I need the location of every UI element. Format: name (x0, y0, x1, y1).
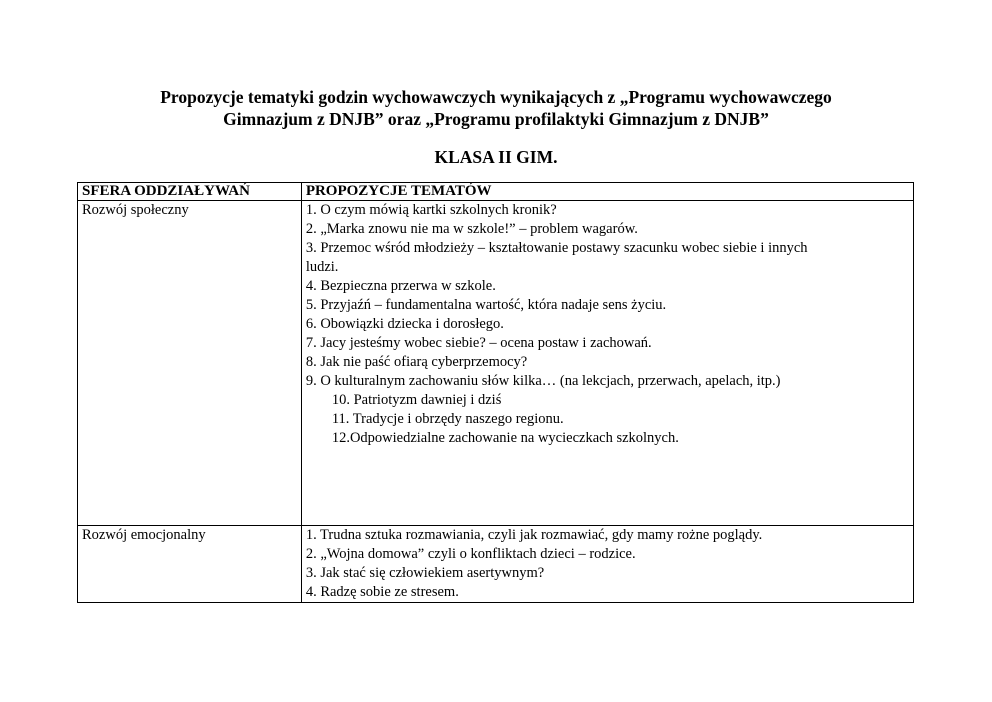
table-row (78, 526, 914, 603)
list-item: 6. Obowiązki dziecka i dorosłego. (305, 316, 504, 332)
list-item: 1. O czym mówią kartki szkolnych kronik? (305, 202, 557, 218)
topics-list (306, 201, 909, 448)
list-item: 7. Jacy jesteśmy wobec siebie? – ocena postaw i zachowań. (305, 335, 652, 351)
list-item: 10. Patriotyzm dawniej i dziś (331, 392, 502, 408)
list-item: 1. Trudna sztuka rozmawiania, czyli jak rozmawiać, gdy mamy rożne poglądy. (305, 527, 763, 543)
list-item: 3. Jak stać się człowiekiem asertywnym? (305, 565, 545, 581)
document-title-line-2: Gimnazjum z DNJB” oraz „Programu profilaktyki Gimnazjum z DNJB” (223, 109, 769, 129)
document-title-line-1: Propozycje tematyki godzin wychowawczych wynikających z „Programu wychowawczego (160, 87, 832, 107)
list-item: 4. Bezpieczna przerwa w szkole. (305, 278, 496, 294)
list-item: 11. Tradycje i obrzędy naszego regionu. (331, 411, 564, 427)
list-item: 12.Odpowiedzialne zachowanie na wycieczkach szkolnych. (331, 430, 679, 446)
list-item: 3. Przemoc wśród młodzieży – kształtowanie postawy szacunku wobec siebie i innych (305, 240, 808, 256)
list-item-continuation: ludzi. (305, 259, 339, 275)
topics-table (77, 182, 914, 603)
topics-cell (301, 526, 913, 603)
list-item: 8. Jak nie paść ofiarą cyberprzemocy? (305, 354, 528, 370)
sphere-cell: Rozwój społeczny (78, 201, 302, 526)
table-row (78, 201, 914, 526)
sphere-cell: Rozwój emocjonalny (78, 526, 302, 603)
list-item: 2. „Wojna domowa” czyli o konfliktach dzieci – rodzice. (305, 546, 636, 562)
column-header-topics: PROPOZYCJE TEMATÓW (301, 183, 913, 201)
table-header-row (78, 183, 914, 201)
list-item: 4. Radzę sobie ze stresem. (305, 584, 459, 600)
list-item: 5. Przyjaźń – fundamentalna wartość, która nadaje sens życiu. (305, 297, 667, 313)
class-heading: KLASA II GIM. (434, 147, 558, 167)
topics-cell (301, 201, 913, 526)
column-header-sphere: SFERA ODDZIAŁYWAŃ (78, 183, 302, 201)
list-item: 2. „Marka znowu nie ma w szkole!” – problem wagarów. (305, 221, 638, 237)
list-item: 9. O kulturalnym zachowaniu słów kilka… (na lekcjach, przerwach, apelach, itp.) (305, 373, 781, 389)
topics-list (306, 526, 909, 602)
